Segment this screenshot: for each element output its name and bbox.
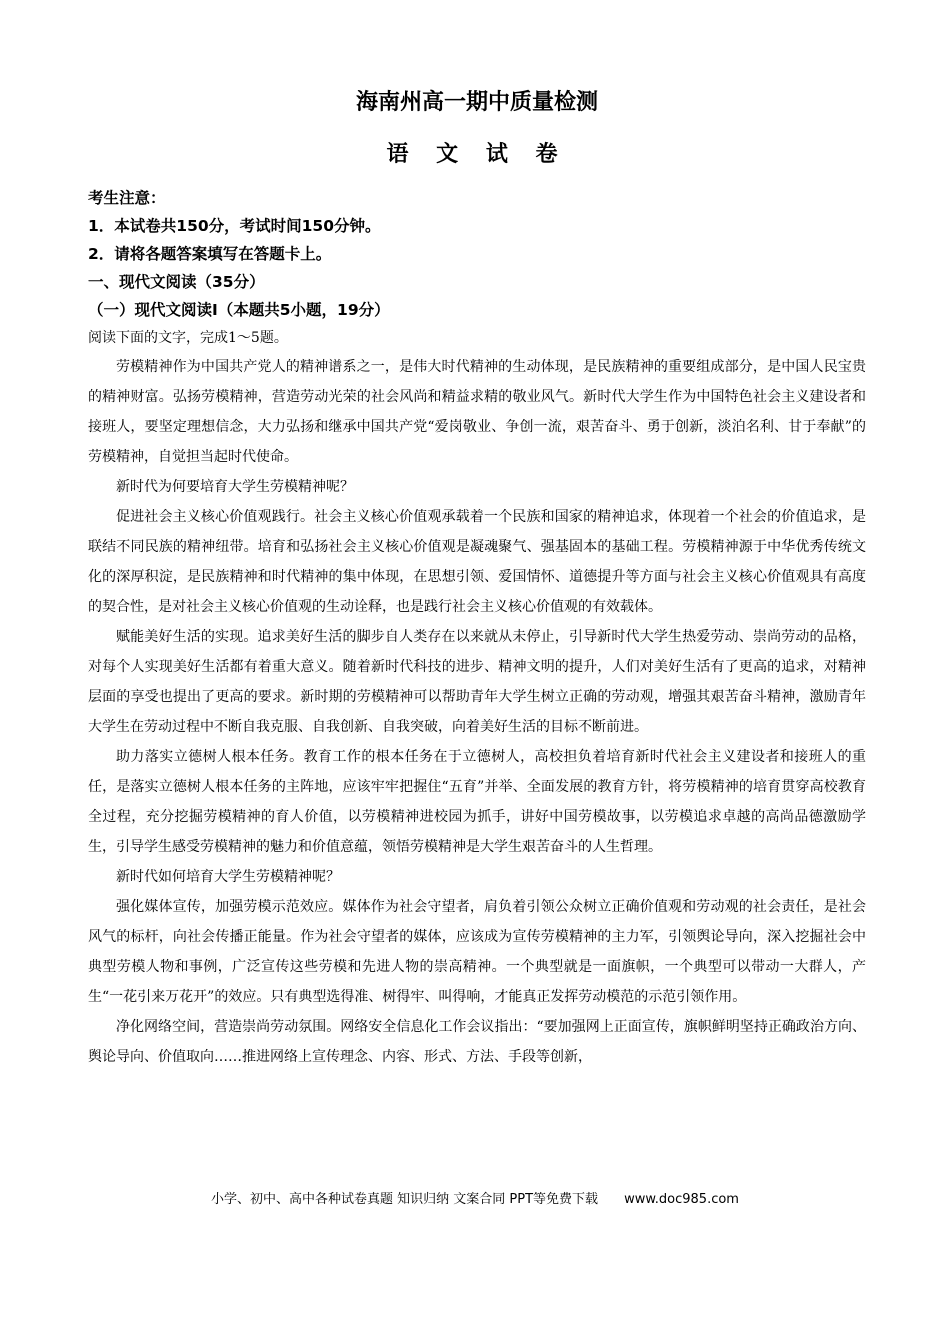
footer-text: 小学、初中、高中各种试卷真题 知识归纳 文案合同 PPT等免费下载 [211, 1192, 599, 1207]
footer-site-link[interactable]: www.doc985.com [624, 1192, 739, 1207]
passage-question: 新时代为何要培育大学生劳模精神呢？ [116, 479, 354, 495]
passage-question: 新时代如何培育大学生劳模精神呢？ [116, 869, 340, 885]
page-title: 海南州高一期中质量检测 [355, 90, 598, 115]
notice-item: 1．本试卷共150分，考试时间150分钟。 [88, 217, 381, 235]
reading-instruction: 阅读下面的文字，完成1～5题。 [88, 330, 288, 346]
exam-page [88, 80, 866, 1072]
section-heading: 一、现代文阅读（35分） [88, 273, 265, 291]
passage-paragraph: 劳模精神作为中国共产党人的精神谱系之一，是伟大时代精神的生动体现，是民族精神的重要组成部分，是中国人民宝贵的精神财富。弘扬劳模精神，营造劳动光荣的社会风尚和精益求精的敬业风气。新时代大学生作为中国特色社会主义建设者和接班人，要坚定理想信念，大力弘扬和继承中国共产党“爱岗敬业、争创一流，艰苦奋斗、勇于创新，淡泊名利、甘于奉献”的劳模精神，自觉担当起时代使命。 [88, 359, 866, 465]
notice-item: 2．请将各题答案填写在答题卡上。 [88, 245, 332, 263]
passage-paragraph: 促进社会主义核心价值观践行。社会主义核心价值观承载着一个民族和国家的精神追求，体现着一个社会的价值追求，是联结不同民族的精神纽带。培育和弘扬社会主义核心价值观是凝魂聚气、强基固本的基础工程。劳模精神源于中华优秀传统文化的深厚积淀，是民族精神和时代精神的集中体现，在思想引领、爱国情怀、道德提升等方面与社会主义核心价值观具有高度的契合性，是对社会主义核心价值观的生动诠释，也是践行社会主义核心价值观的有效载体。 [88, 509, 866, 615]
passage-paragraph: 净化网络空间，营造崇尚劳动氛围。网络安全信息化工作会议指出：“要加强网上正面宣传，旗帜鲜明坚持正确政治方向、舆论导向、价值取向……推进网络上宣传理念、内容、形式、方法、手段等创新， [88, 1019, 866, 1065]
page-footer [0, 1190, 950, 1210]
reading-passage [88, 352, 866, 1072]
passage-paragraph: 助力落实立德树人根本任务。教育工作的根本任务在于立德树人，高校担负着培育新时代社会主义建设者和接班人的重任，是落实立德树人根本任务的主阵地，应该牢牢把握住“五育”并举、全面发展的教育方针，将劳模精神的培育贯穿高校教育全过程，充分挖掘劳模精神的育人价值，以劳模精神进校园为抓手，讲好中国劳模故事，以劳模追求卓越的高尚品德激励学生，引导学生感受劳模精神的魅力和价值意蕴，领悟劳模精神是大学生艰苦奋斗的人生哲理。 [88, 749, 866, 855]
notice-heading: 考生注意： [88, 189, 166, 207]
page-subtitle: 语 文 试 卷 [386, 142, 568, 167]
passage-paragraph: 强化媒体宣传，加强劳模示范效应。媒体作为社会守望者，肩负着引领公众树立正确价值观和劳动观的社会责任，是社会风气的标杆，向社会传播正能量。作为社会守望者的媒体，应该成为宣传劳模精神的主力军，引领舆论导向，深入挖掘社会中典型劳模人物和事例，广泛宣传这些劳模和先进人物的崇高精神。一个典型就是一面旗帜，一个典型可以带动一大群人，产生“一花引来万花开”的效应。只有典型选得准、树得牢、叫得响，才能真正发挥劳动模范的示范引领作用。 [88, 899, 866, 1005]
passage-paragraph: 赋能美好生活的实现。追求美好生活的脚步自人类存在以来就从未停止，引导新时代大学生热爱劳动、崇尚劳动的品格，对每个人实现美好生活都有着重大意义。随着新时代科技的进步、精神文明的提升，人们对美好生活有了更高的追求，对精神层面的享受也提出了更高的要求。新时期的劳模精神可以帮助青年大学生树立正确的劳动观，增强其艰苦奋斗精神，激励青年大学生在劳动过程中不断自我克服、自我创新、自我突破，向着美好生活的目标不断前进。 [88, 629, 866, 735]
section-sub-heading: （一）现代文阅读Ⅰ（本题共5小题，19分） [88, 301, 390, 319]
